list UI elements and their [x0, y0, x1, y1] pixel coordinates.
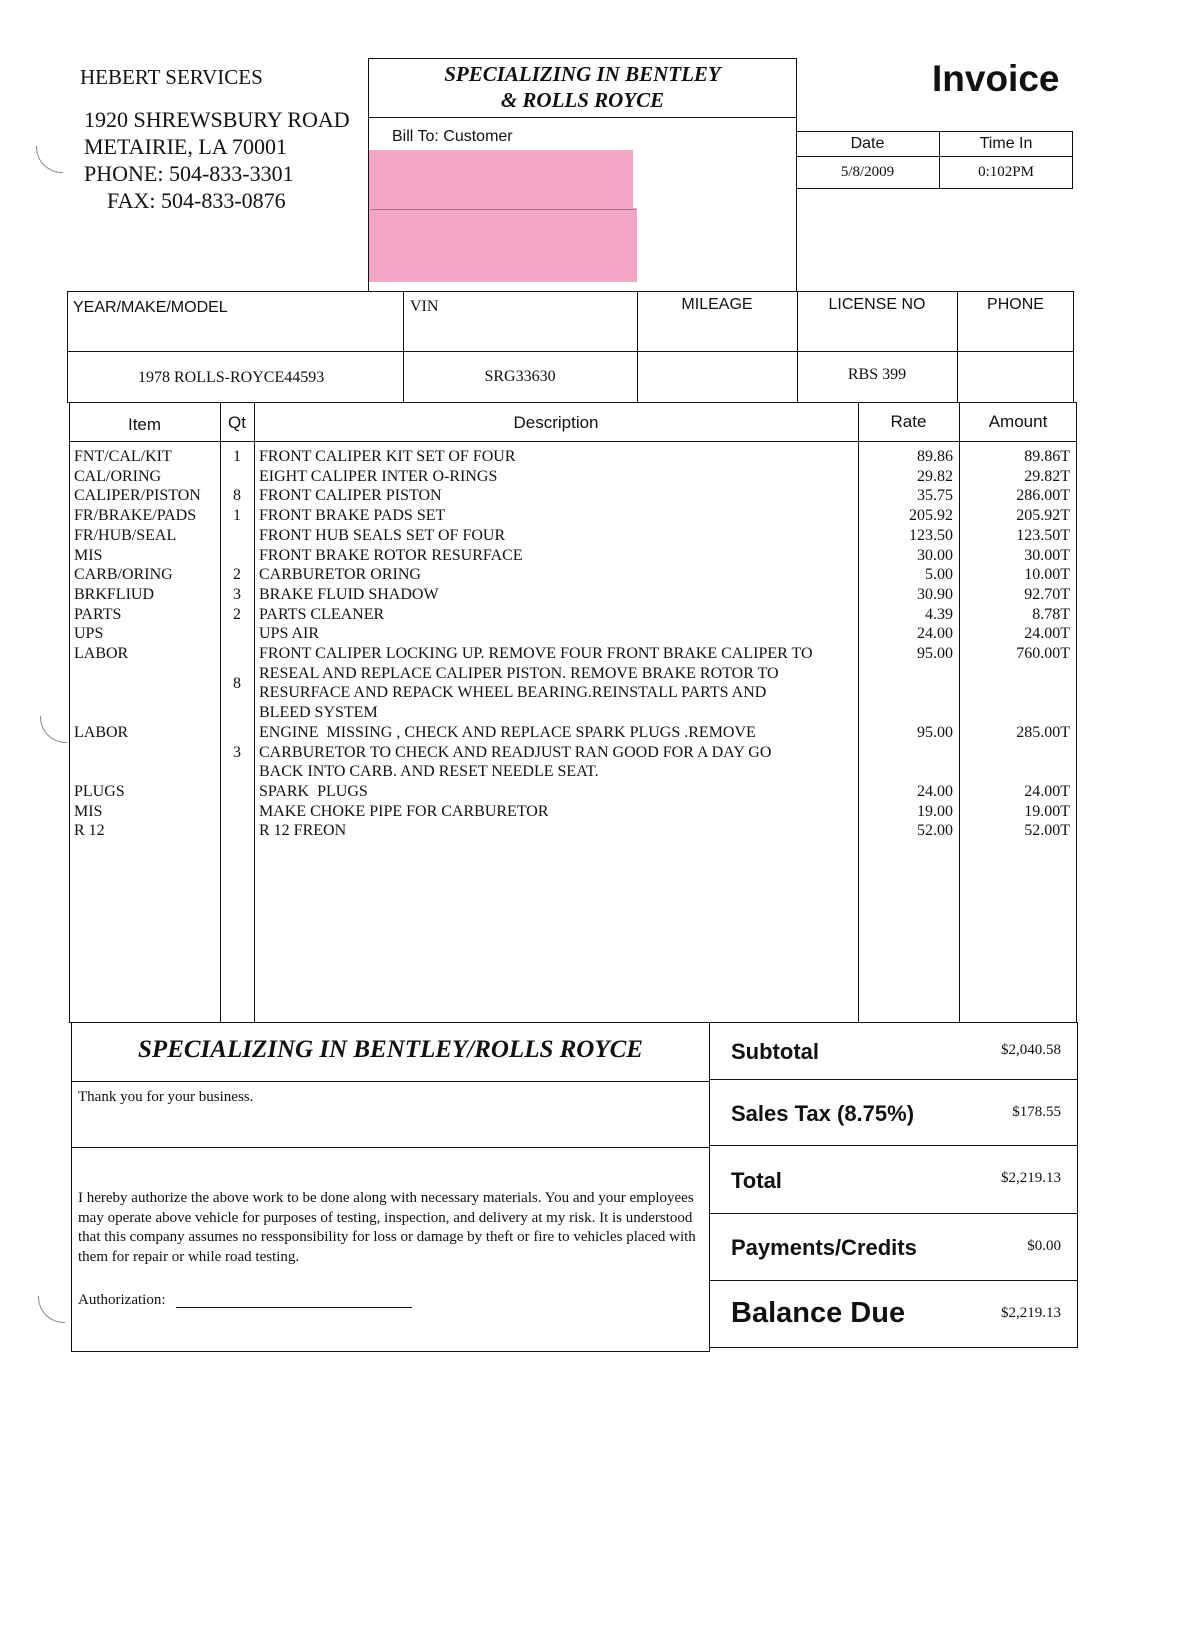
line-item-code: FR/BRAKE/PADS: [74, 507, 197, 525]
payments-credits-value: $0.00: [1027, 1238, 1061, 1254]
sales-tax-value: $178.55: [1012, 1104, 1061, 1120]
thank-you-note: Thank you for your business.: [78, 1089, 254, 1105]
line-item-qty: 8: [233, 674, 241, 692]
mileage-header: MILEAGE: [681, 296, 753, 313]
line-item-amount: 24.00T: [1024, 782, 1070, 800]
line-item-description: UPS AIR: [259, 625, 320, 643]
line-item-code: PLUGS: [74, 782, 125, 800]
item-column-header: Item: [127, 415, 162, 434]
company-address-line2: METAIRIE, LA 70001: [84, 134, 287, 159]
phone-header: PHONE: [987, 296, 1044, 313]
line-item-rate: 30.00: [917, 546, 953, 564]
description-column-header: Description: [513, 413, 599, 432]
time-in-label: Time In: [979, 135, 1033, 152]
line-item-amount: 286.00T: [1016, 487, 1070, 505]
line-item-rate: 95.00: [917, 645, 953, 662]
line-item-description: FRONT HUB SEALS SET OF FOUR: [259, 526, 506, 544]
line-item-rate: 4.39: [925, 605, 953, 623]
line-item-amount: 52.00T: [1024, 822, 1070, 840]
line-item-rate: 5.00: [925, 566, 953, 584]
line-item-rate: 19.00: [917, 802, 953, 820]
line-item-qty: 1: [233, 507, 241, 525]
line-item-code: LABOR: [74, 723, 129, 741]
company-name: HEBERT SERVICES: [80, 65, 263, 89]
binder-hole-mark: [40, 716, 67, 743]
line-item-rate: 123.50: [909, 526, 953, 544]
line-item-code: CAL/ORING: [74, 467, 162, 485]
line-item-code: MIS: [74, 546, 103, 564]
line-item-code: PARTS: [74, 605, 122, 623]
sales-tax-label: Sales Tax (8.75%): [731, 1101, 915, 1126]
company-info: [80, 64, 350, 214]
line-item-rate: 24.00: [917, 625, 953, 643]
balance-due-value: $2,219.13: [1001, 1305, 1061, 1321]
line-item-code: UPS: [74, 625, 104, 643]
line-item-qty: 3: [233, 585, 241, 603]
line-item-description: ENGINE MISSING , CHECK AND REPLACE SPARK PLUGS .REMOVE CARBURETOR TO CHECK AND READJUST RAN GOOD FOR A DAY GO BACK INTO CARB. AND RESET NEEDLE SEAT.: [259, 723, 772, 781]
authorization-label: Authorization:: [78, 1292, 166, 1308]
line-item-amount: 30.00T: [1024, 546, 1070, 564]
authorization-terms: I hereby authorize the above work to be done along with necessary materials. You and your employees may operate above vehicle for purposes of testing, inspection, and delivery at my risk. It is understood that this company assumes no ressponsibility for loss or damage by theft or fire to vehicles placed with them for repair or while road testing.: [78, 1190, 696, 1265]
footer-slogan: SPECIALIZING IN BENTLEY/ROLLS ROYCE: [138, 1036, 643, 1063]
specialty-header-line1: SPECIALIZING IN BENTLEY: [444, 62, 721, 86]
license-header: LICENSE NO: [828, 296, 926, 313]
line-item-description: R 12 FREON: [259, 822, 347, 840]
line-item-description: FRONT CALIPER LOCKING UP. REMOVE FOUR FRONT BRAKE CALIPER TO RESEAL AND REPLACE CALIPER PISTON. REMOVE BRAKE ROTOR TO RESURFACE AND REPACK WHEEL BEARING.REINSTALL PARTS AND BLEED SYSTEM: [259, 645, 813, 722]
binder-hole-mark: [38, 1296, 65, 1323]
line-item-description: MAKE CHOKE PIPE FOR CARBURETOR: [259, 802, 549, 820]
line-item-amount: 92.70T: [1024, 585, 1070, 603]
bill-to-label: Bill To: Customer: [392, 128, 513, 145]
line-item-rate: 24.00: [917, 782, 953, 800]
line-item-rate: 205.92: [909, 507, 953, 525]
total-value: $2,219.13: [1001, 1170, 1061, 1186]
line-item-description: FRONT BRAKE ROTOR RESURFACE: [259, 546, 523, 564]
payments-credits-label: Payments/Credits: [731, 1235, 917, 1260]
vin-value: SRG33630: [484, 368, 556, 385]
total-label: Total: [731, 1168, 782, 1193]
authorization-signature-line: [176, 1307, 412, 1308]
line-item-qty: 2: [233, 605, 241, 623]
line-item-amount: 205.92T: [1016, 507, 1070, 525]
line-item-description: BRAKE FLUID SHADOW: [259, 585, 439, 603]
date-value: 5/8/2009: [840, 164, 895, 180]
rate-column-header: Rate: [890, 412, 927, 431]
line-item-amount: 123.50T: [1016, 526, 1070, 544]
year-make-model-header: YEAR/MAKE/MODEL: [73, 299, 228, 316]
qty-column-header: Qt: [228, 413, 246, 432]
line-item-rate: 89.86: [917, 448, 953, 465]
line-item-amount: 285.00T: [1016, 723, 1070, 741]
date-label: Date: [850, 135, 885, 152]
line-item-description: PARTS CLEANER: [259, 605, 385, 623]
line-item-amount: 8.78T: [1032, 605, 1070, 623]
line-item-qty: 1: [233, 448, 241, 465]
line-item-code: CALIPER/PISTON: [74, 487, 201, 505]
line-item-amount: 89.86T: [1024, 448, 1070, 465]
footer-left-box: [71, 1022, 710, 1352]
invoice-title: Invoice: [932, 58, 1060, 99]
line-item-qty: 8: [233, 487, 241, 505]
balance-due-label: Balance Due: [731, 1297, 906, 1329]
line-item-description: SPARK PLUGS: [259, 782, 368, 800]
line-item-qty: 2: [233, 566, 241, 584]
line-item-qty: 3: [233, 743, 241, 761]
time-in-value: 0:102PM: [978, 164, 1034, 180]
line-item-code: R 12: [74, 822, 105, 840]
line-item-amount: 10.00T: [1024, 566, 1070, 584]
line-item-description: FRONT CALIPER PISTON: [259, 487, 442, 505]
redacted-customer-address: [369, 208, 637, 282]
specialty-header-line2: & ROLLS ROYCE: [500, 88, 665, 112]
license-value: RBS 399: [847, 366, 907, 383]
binder-hole-mark: [36, 146, 63, 173]
line-item-code: BRKFLIUD: [74, 585, 155, 603]
line-item-code: CARB/ORING: [74, 566, 173, 584]
line-item-amount: 29.82T: [1024, 467, 1070, 485]
year-make-model-value: 1978 ROLLS-ROYCE44593: [138, 369, 325, 386]
line-item-rate: 35.75: [917, 487, 953, 505]
line-item-rate: 29.82: [917, 467, 953, 485]
line-item-rate: 52.00: [917, 822, 953, 840]
line-item-description: FRONT BRAKE PADS SET: [259, 507, 446, 525]
subtotal-value: $2,040.58: [1001, 1042, 1061, 1058]
subtotal-label: Subtotal: [731, 1039, 819, 1064]
company-address-line1: 1920 SHREWSBURY ROAD: [84, 107, 350, 132]
redacted-customer-name: [369, 150, 633, 208]
company-phone: PHONE: 504-833-3301: [84, 161, 294, 186]
line-item-description: FRONT CALIPER KIT SET OF FOUR: [259, 448, 516, 465]
line-item-amount: 24.00T: [1024, 625, 1070, 643]
line-item-code: MIS: [74, 802, 103, 820]
line-item-description: CARBURETOR ORING: [259, 566, 421, 584]
line-item-rate: 30.90: [917, 585, 953, 603]
amount-column-header: Amount: [988, 412, 1048, 431]
line-item-code: FR/HUB/SEAL: [74, 526, 177, 544]
line-item-rate: 95.00: [917, 723, 953, 741]
vin-header: VIN: [410, 298, 439, 315]
line-item-amount: 760.00T: [1016, 645, 1070, 662]
line-item-description: EIGHT CALIPER INTER O-RINGS: [259, 467, 498, 485]
company-fax: FAX: 504-833-0876: [107, 188, 286, 213]
line-item-amount: 19.00T: [1024, 802, 1070, 820]
line-item-code: LABOR: [74, 645, 129, 662]
line-item-code: FNT/CAL/KIT: [74, 448, 172, 465]
